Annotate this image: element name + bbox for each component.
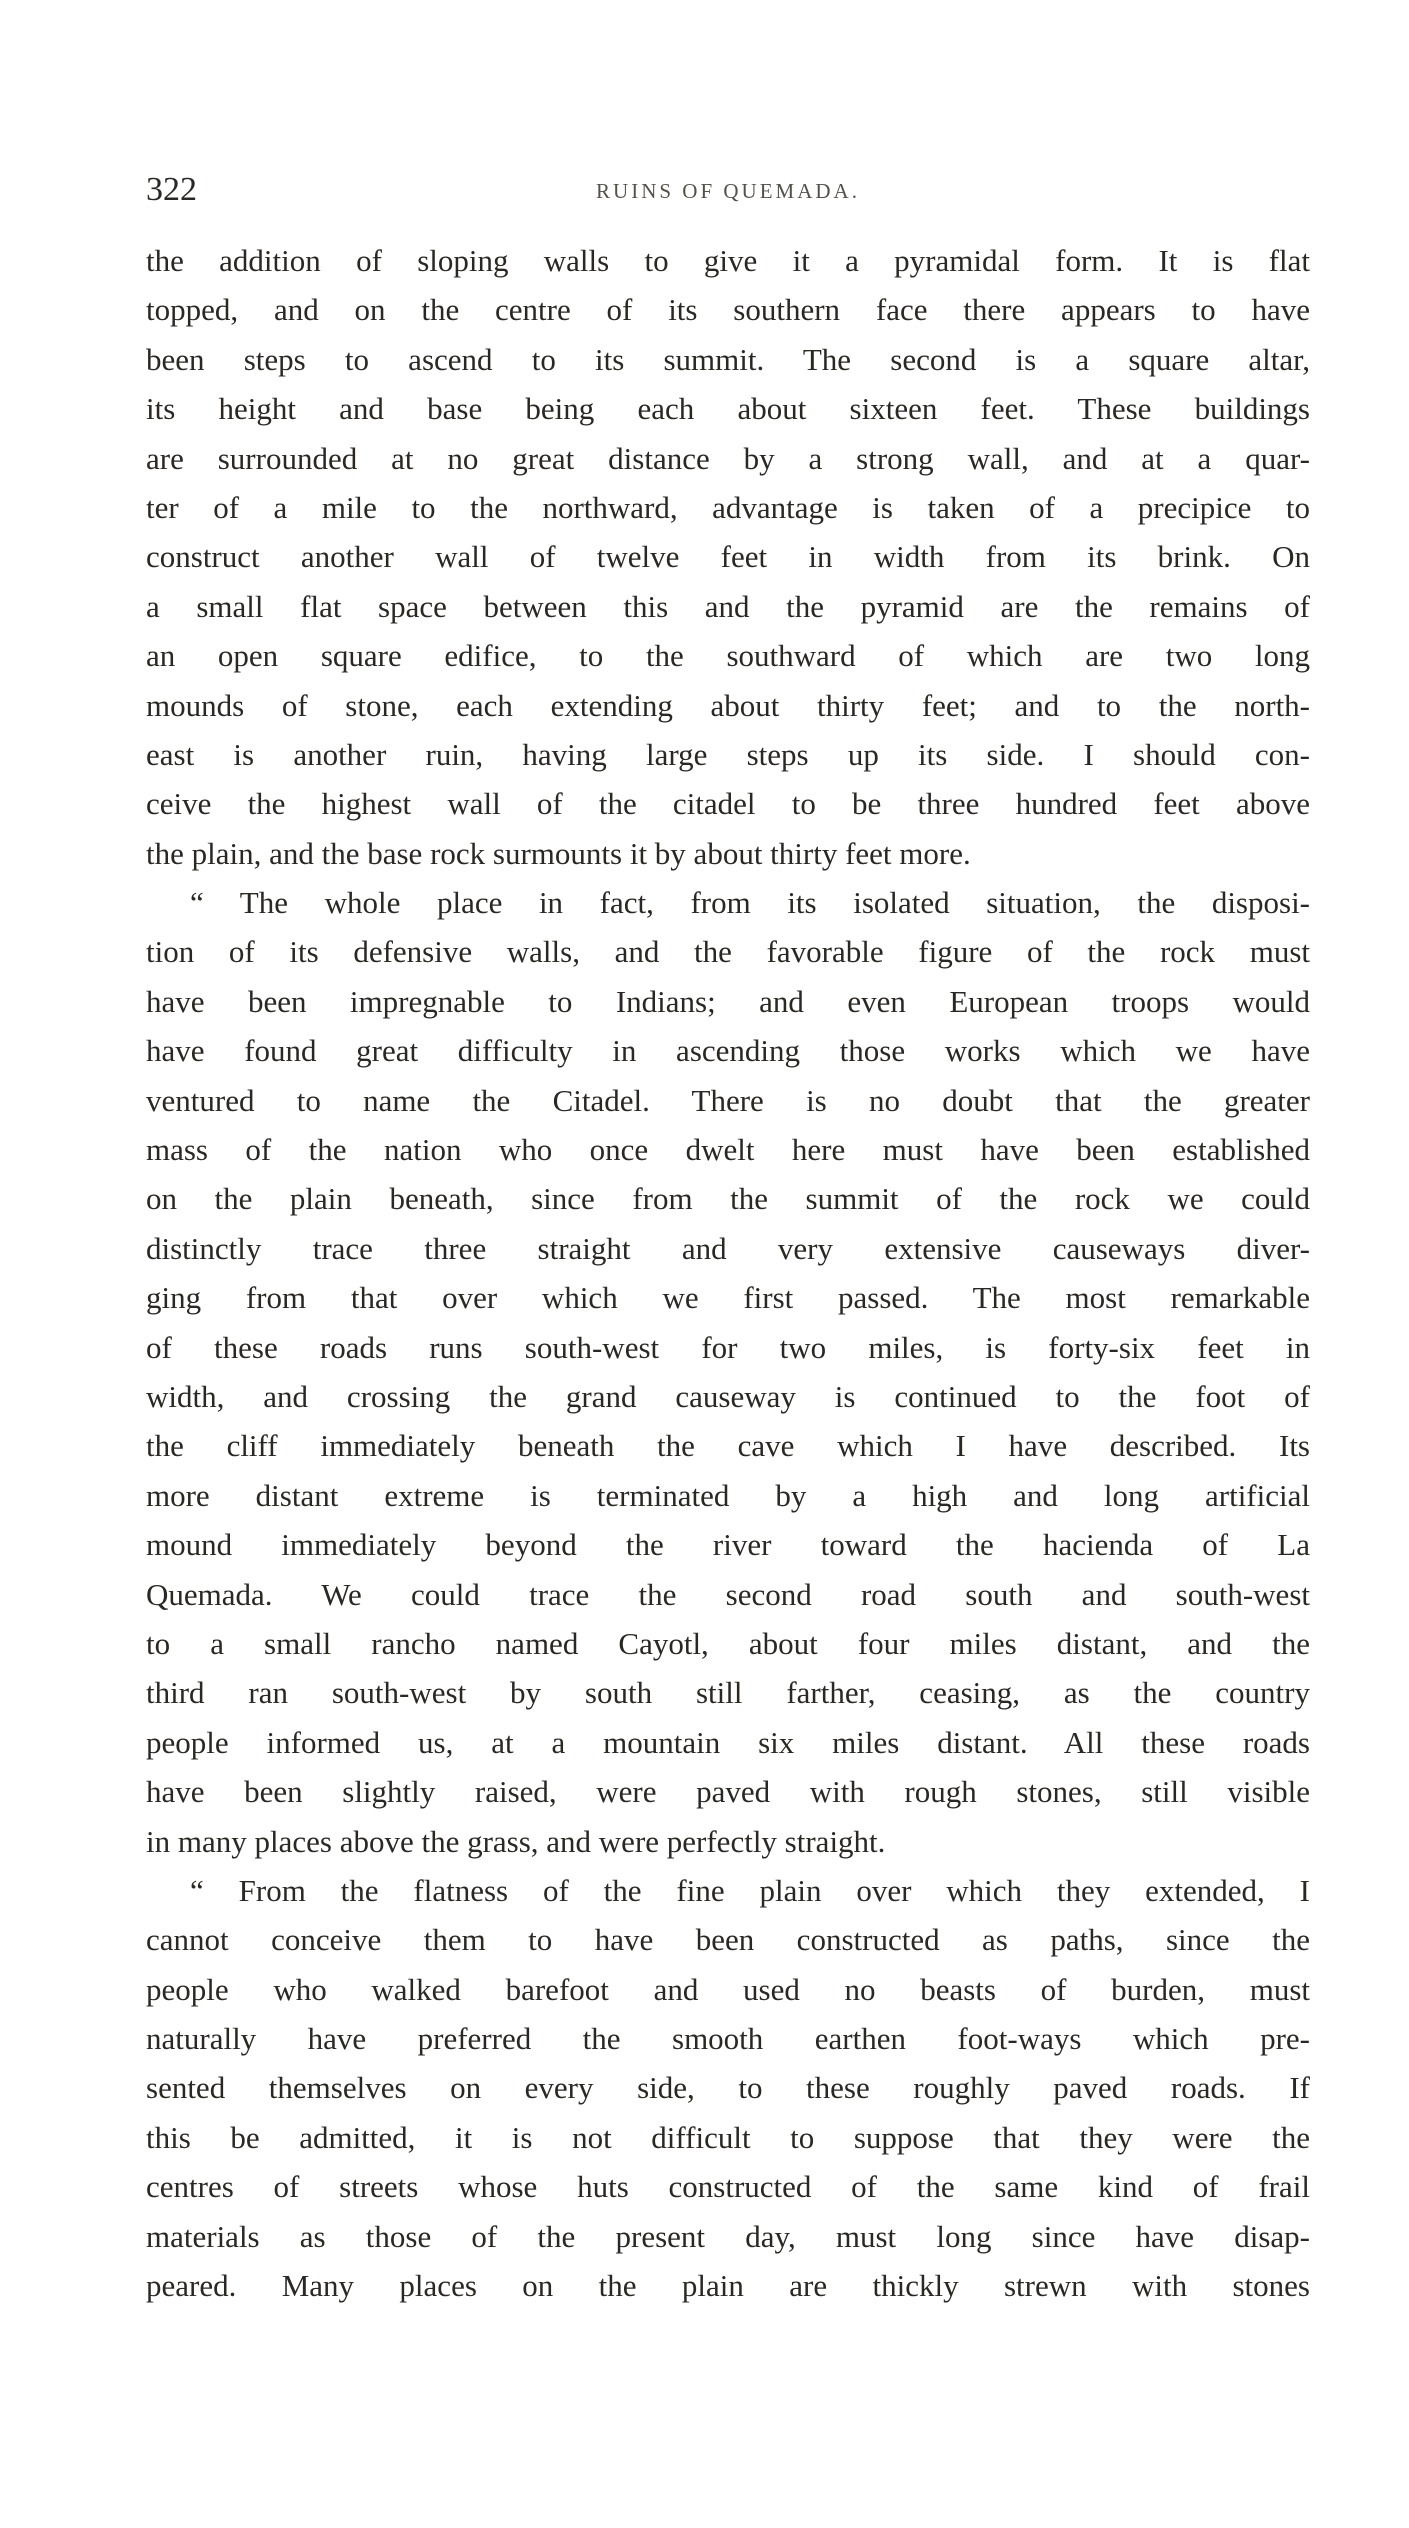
text-line: materials as those of the present day, must long since have disap- xyxy=(146,2218,1310,2254)
text-line: mass of the nation who once dwelt here must have been established xyxy=(146,1132,1310,1168)
text-line: its height and base being each about sixteen feet. These buildings xyxy=(146,391,1310,427)
paragraph-start-line: “ The whole place in fact, from its isolated situation, the disposi- xyxy=(190,885,1310,921)
text-line: this be admitted, it is not difficult to suppose that they were the xyxy=(146,2119,1310,2155)
text-line: tion of its defensive walls, and the favorable figure of the rock must xyxy=(146,934,1310,970)
text-line: third ran south-west by south still farther, ceasing, as the country xyxy=(146,1675,1310,1711)
text-line: mounds of stone, each extending about thirty feet; and to the north- xyxy=(146,687,1310,723)
text-line: topped, and on the centre of its southern face there appears to have xyxy=(146,292,1310,328)
text-line: a small flat space between this and the pyramid are the remains of xyxy=(146,588,1310,624)
text-line: ceive the highest wall of the citadel to be three hundred feet above xyxy=(146,786,1310,822)
text-line: people informed us, at a mountain six miles distant. All these roads xyxy=(146,1724,1310,1760)
text-line: naturally have preferred the smooth earthen foot-ways which pre- xyxy=(146,2021,1310,2057)
text-line: construct another wall of twelve feet in width from its brink. On xyxy=(146,539,1310,575)
text-line: have found great difficulty in ascending those works which we have xyxy=(146,1033,1310,1069)
text-line: of these roads runs south-west for two miles, is forty-six feet in xyxy=(146,1329,1310,1365)
text-line: mound immediately beyond the river toward the hacienda of La xyxy=(146,1527,1310,1563)
text-line: ter of a mile to the northward, advantage is taken of a precipice to xyxy=(146,489,1310,525)
text-line: people who walked barefoot and used no beasts of burden, must xyxy=(146,1971,1310,2007)
text-line: peared. Many places on the plain are thickly strewn with stones xyxy=(146,2268,1310,2304)
text-line: on the plain beneath, since from the summit of the rock we could xyxy=(146,1181,1310,1217)
text-line: the plain, and the base rock surmounts it by about thirty feet more. xyxy=(146,835,971,871)
text-line: distinctly trace three straight and very extensive causeways diver- xyxy=(146,1230,1310,1266)
text-line: sented themselves on every side, to these roughly paved roads. If xyxy=(146,2070,1310,2106)
text-line: an open square edifice, to the southward of which are two long xyxy=(146,638,1310,674)
text-line: the cliff immediately beneath the cave which I have described. Its xyxy=(146,1428,1310,1464)
paragraph-start-line: “ From the flatness of the fine plain over which they extended, I xyxy=(190,1872,1310,1908)
page-header xyxy=(146,170,1310,210)
text-line: the addition of sloping walls to give it a pyramidal form. It is flat xyxy=(146,243,1310,278)
page-number: 322 xyxy=(146,171,197,208)
text-line: east is another ruin, having large steps up its side. I should con- xyxy=(146,736,1310,772)
text-line: Quemada. We could trace the second road south and south-west xyxy=(146,1576,1310,1612)
text-line: in many places above the grass, and were perfectly straight. xyxy=(146,1823,886,1859)
body-text xyxy=(146,236,1310,2310)
text-line: to a small rancho named Cayotl, about four miles distant, and the xyxy=(146,1625,1310,1661)
text-line: cannot conceive them to have been constructed as paths, since the xyxy=(146,1922,1310,1958)
text-line: width, and crossing the grand causeway is continued to the foot of xyxy=(146,1378,1310,1414)
text-line: ging from that over which we first passed. The most remarkable xyxy=(146,1280,1310,1316)
text-line: have been slightly raised, were paved with rough stones, still visible xyxy=(146,1774,1310,1810)
text-line: more distant extreme is terminated by a high and long artificial xyxy=(146,1477,1310,1513)
text-line: been steps to ascend to its summit. The second is a square altar, xyxy=(146,341,1310,377)
text-line: are surrounded at no great distance by a strong wall, and at a quar- xyxy=(146,440,1310,476)
text-line: ventured to name the Citadel. There is no doubt that the greater xyxy=(146,1082,1310,1118)
text-line: centres of streets whose huts constructed of the same kind of frail xyxy=(146,2169,1310,2205)
text-line: have been impregnable to Indians; and even European troops would xyxy=(146,983,1310,1019)
running-title: RUINS OF QUEMADA. xyxy=(596,179,860,203)
